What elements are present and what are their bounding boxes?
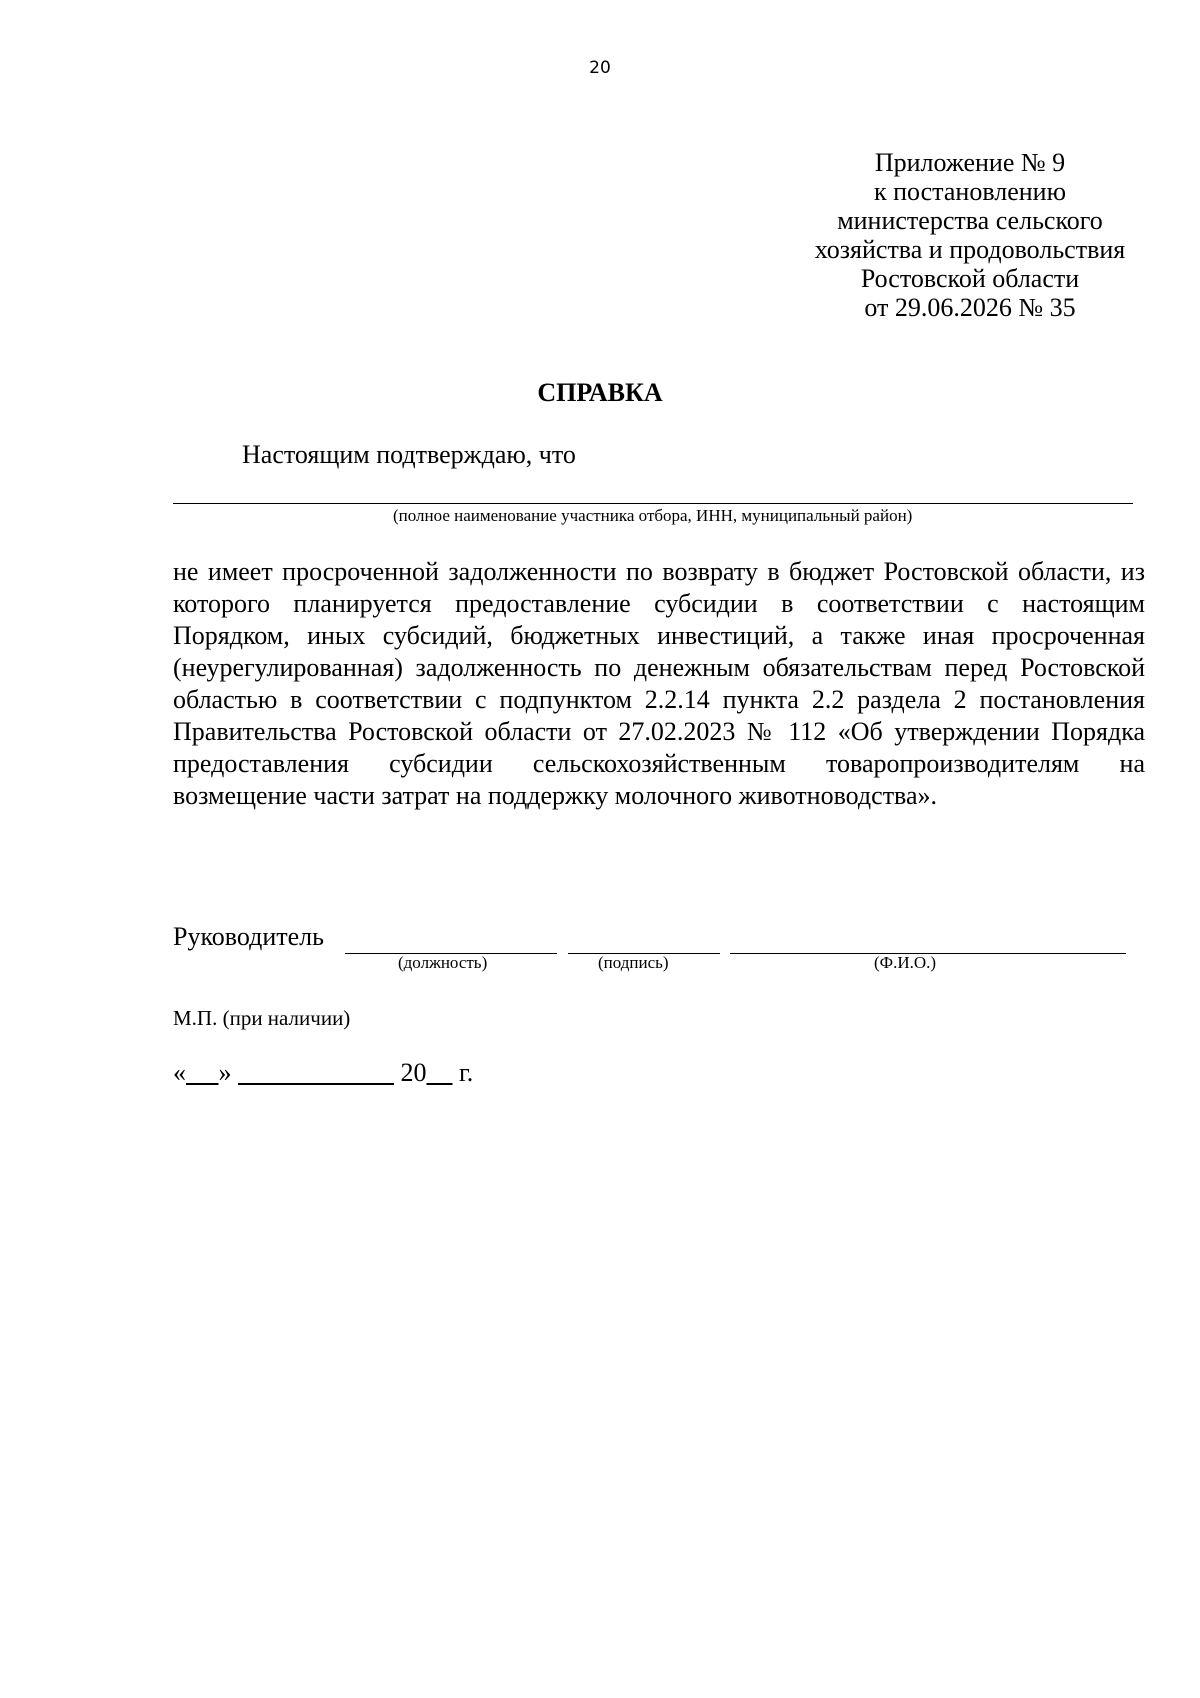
date-open-quote: «: [173, 1058, 186, 1087]
month-blank: [238, 1058, 394, 1087]
position-caption: (должность): [398, 953, 488, 972]
participant-name-caption: (полное наименование участника отбора, ИНН, муниципальный район): [393, 506, 913, 525]
appendix-line: министерства сельского: [837, 206, 1103, 235]
year-suffix: г.: [459, 1058, 474, 1087]
appendix-line: Ростовской области: [860, 264, 1080, 293]
certificate-body: не имеет просроченной задолженности по возврату в бюджет Ростовской области, из которого планируется предоставление субсидии в соответствии с настоящим Порядком, иных субсидий, бюджетных инвестиций, а также иная просроченная (неурегулированная) задолженность по денежным обязательствам перед Ростовской областью в соответствии с подпунктом 2.2.14 пункта 2.2 раздела 2 постановления Правительства Ростовской области от 27.02.2023 № 112 «Об утверждении Порядка предоставления субсидии сельскохозяйственным товаропроизводителям на возмещение части затрат на поддержку молочного животноводства».: [173, 557, 1145, 810]
signature-label: Руководитель: [173, 922, 324, 951]
intro-text: Настоящим подтверждаю, что: [242, 440, 576, 469]
full-name-caption: (Ф.И.О.): [874, 953, 937, 972]
year-blank: [427, 1058, 453, 1087]
date-row: [173, 1058, 473, 1088]
document-title: СПРАВКА: [537, 378, 663, 407]
appendix-block: [790, 148, 1150, 322]
appendix-line: к постановлению: [873, 177, 1067, 206]
appendix-line: от 29.06.2026 № 35: [864, 293, 1076, 322]
date-close-quote: »: [218, 1058, 232, 1087]
stamp-note: М.П. (при наличии): [173, 1006, 351, 1030]
page-number: 20: [589, 58, 611, 78]
signature-row: [173, 922, 324, 952]
day-blank: [186, 1058, 219, 1087]
year-prefix: 20: [400, 1058, 427, 1087]
signature-caption: (подпись): [598, 953, 669, 972]
appendix-line: Приложение № 9: [874, 148, 1066, 177]
participant-name-line: [173, 503, 1133, 504]
appendix-line: хозяйства и продовольствия: [814, 235, 1126, 264]
